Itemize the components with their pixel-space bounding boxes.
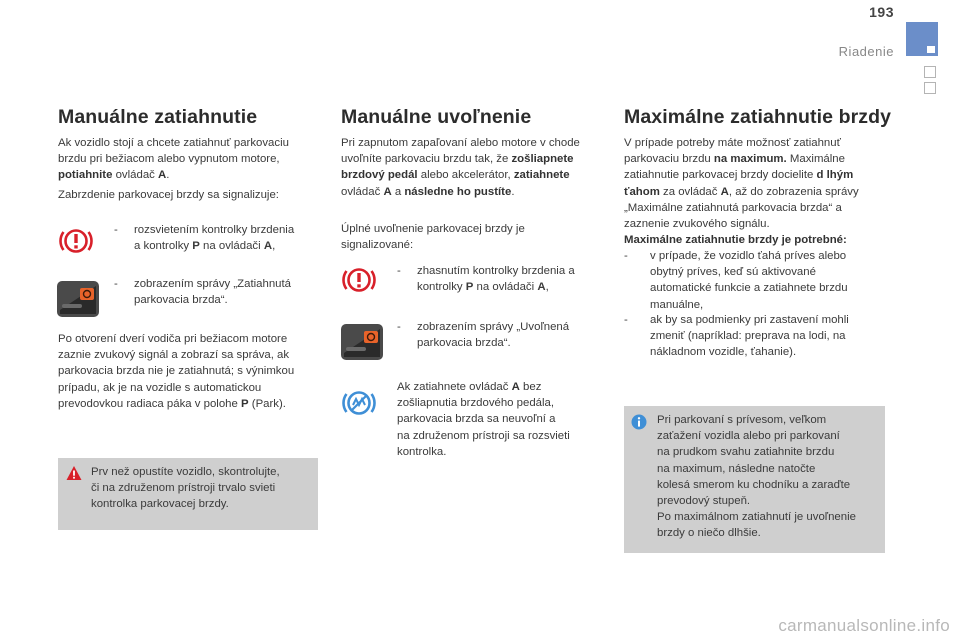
- bullet-item: - zhasnutím kontrolky brzdenia a kontrolky P na ovládači A,: [397, 265, 575, 294]
- paragraph: Po otvorení dverí vodiča pri bežiacom motore zaznie zvukový signál a zobrazí sa správa, ak parkovacia brzda nie je zatiahnutá; s výnimkou prípadu, ak je na vozidle s automatickou prevodovkou radiaca páka v polohe P (Park).: [58, 333, 295, 410]
- note-text: Prv než opustíte vozidlo, skontrolujte, či na združenom prístroji trvalo svieti kontrolka parkovacej brzdy.: [91, 466, 280, 511]
- paragraph: Zabrzdenie parkovacej brzdy sa signalizuje:: [58, 189, 279, 201]
- bullet-item: - zobrazením správy „Zatiahnutá parkovacia brzda“.: [114, 278, 292, 307]
- bullet-item: - ak by sa podmienky pri zastavení mohli zmeniť (napríklad: preprava na lodi, na nákladnom vozidle, ťahanie).: [624, 314, 849, 359]
- alert-triangle-icon: [66, 465, 82, 481]
- nav-square-icon: [924, 66, 936, 78]
- brake-release-icon: [341, 385, 377, 421]
- parking-lever-icon: [340, 321, 384, 363]
- page-number: 193: [869, 4, 894, 20]
- paragraph: Ak vozidlo stojí a chcete zatiahnuť parkovaciu brzdu pri bežiacom alebo vypnutom motore, potiahnite ovládač A.: [58, 137, 289, 182]
- section-title: Manuálne uvoľnenie: [341, 106, 532, 128]
- section-title: Maximálne zatiahnutie brzdy: [624, 106, 892, 128]
- paragraph: Ak zatiahnete ovládač A bez zošliapnutia brzdového pedála, parkovacia brzda sa neuvoľní a na združenom prístroji sa rozsvieti kontrolka.: [397, 381, 570, 458]
- bullet-item: - v prípade, že vozidlo ťahá príves alebo obytný príves, keď sú aktivované automatické funkcie a zatiahnete brzdu manuálne,: [624, 250, 848, 311]
- parking-lever-icon: [56, 278, 100, 320]
- paragraph: V prípade potreby máte možnosť zatiahnuť parkovaciu brzdu na maximum. Maximálne zatiahnutie parkovacej brzdy docielite d lhým ťahom za ovládač A, až do zobrazenia správy „Maximálne zatiahnutá parkovacia brzda“ a zaznenie zvukového signálu. Maximálne zatiahnutie brzdy je potrebné:: [624, 137, 859, 247]
- section-title: Manuálne zatiahnutie: [58, 106, 258, 128]
- brake-warning-icon: [341, 262, 377, 298]
- bullet-item: - zobrazením správy „Uvoľnená parkovacia brzda“.: [397, 321, 570, 350]
- paragraph: Pri zapnutom zapaľovaní alebo motore v chode uvoľníte parkovaciu brzdu tak, že zošliapnete brzdový pedál alebo akcelerátor, zatiahnete ovládač A a následne ho pustíte.: [341, 137, 580, 198]
- brake-warning-icon: [58, 223, 94, 259]
- nav-square-icon: [924, 82, 936, 94]
- section-label: Riadenie: [838, 44, 894, 59]
- paragraph: Úplné uvoľnenie parkovacej brzdy je signalizované:: [341, 223, 525, 252]
- watermark-text: carmanualsonline.info: [778, 616, 950, 635]
- info-note: [624, 406, 885, 553]
- info-icon: [631, 414, 647, 430]
- bullet-item: - rozsvietením kontrolky brzdenia a kontrolky P na ovládači A,: [114, 224, 295, 253]
- chapter-tab: [906, 22, 938, 56]
- warning-note: [58, 458, 318, 530]
- note-text: Pri parkovaní s prívesom, veľkom zaťažení vozidla alebo pri parkovaní na prudkom svahu zatiahnite brzdu na maximum, následne natočte kolesá smerom ku chodníku a zaraďte prevodový stupeň. Po maximálnom zatiahnutí je uvoľnenie brzdy o niečo dlhšie.: [657, 414, 856, 540]
